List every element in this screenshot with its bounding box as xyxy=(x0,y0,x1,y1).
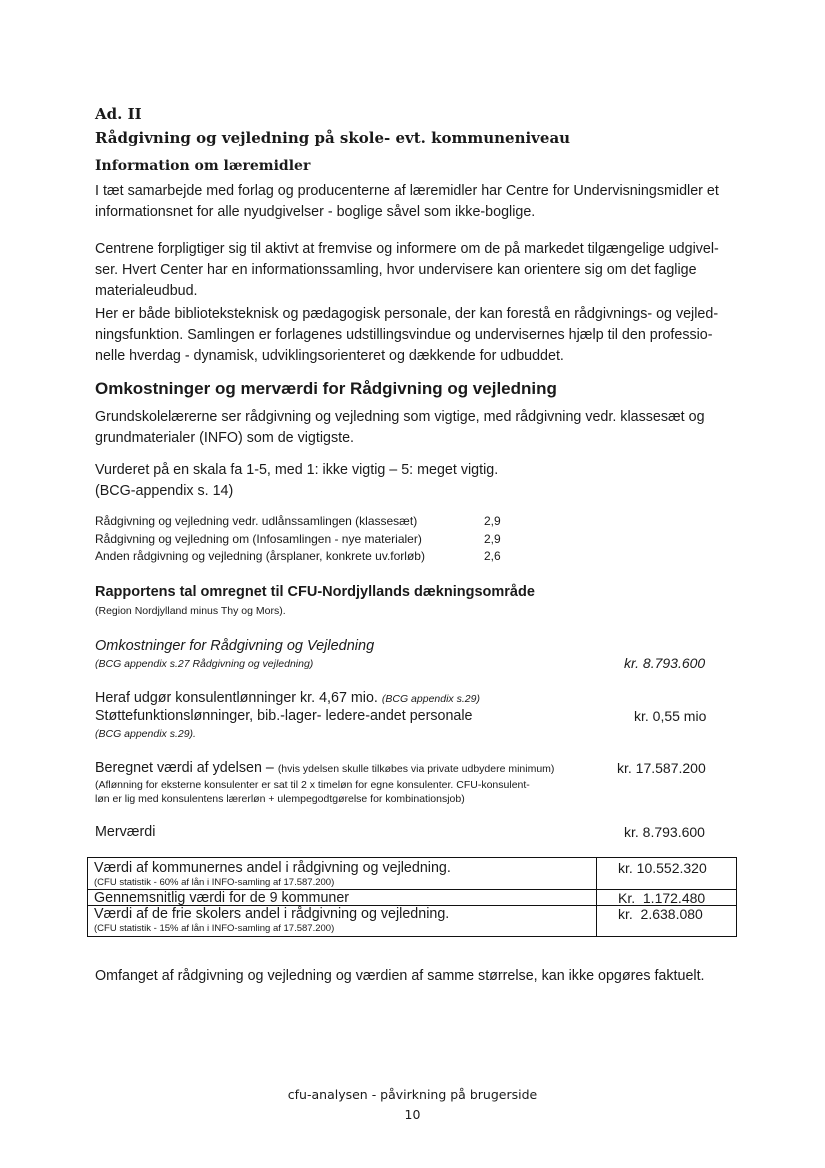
remuneration-note: (Aflønning for eksterne konsulenter er sat til 2 x timeløn for egne konsulenter. CFU-konsulent- xyxy=(95,779,530,791)
consultant-salaries-text: Heraf udgør konsulentlønninger kr. 4,67 mio. xyxy=(95,690,378,706)
costs-source: (BCG appendix s.27 Rådgivning og vejledning) xyxy=(95,658,314,670)
support-salaries-amount: kr. 0,55 mio xyxy=(634,708,707,724)
table-row-note: (CFU statistik - 60% af lån i INFO-samling af 17.587.200) xyxy=(94,877,335,888)
support-salaries-source: (BCG appendix s.29). xyxy=(95,728,196,740)
table-row-label: Gennemsnitlig værdi for de 9 kommuner xyxy=(94,890,350,906)
added-value-label: Merværdi xyxy=(95,824,156,840)
section-number: Ad. II xyxy=(95,105,142,123)
text-line: Grundskolelærerne ser rådgivning og vejledning som vigtige, med rådgivning vedr. klassesæt og xyxy=(95,409,705,425)
table-row-amount: Kr. 1.172.480 xyxy=(618,890,706,906)
remuneration-note: løn er lig med konsulentens lærerløn + ulempegodtgørelse for kombinationsjob) xyxy=(95,793,465,805)
text-line: Centrene forpligtiger sig til aktivt at fremvise og informere om de på markedet tilgængelige udgivel- xyxy=(95,241,719,257)
rating-value: 2,6 xyxy=(484,549,501,563)
report-title: Rapportens tal omregnet til CFU-Nordjyllands dækningsområde xyxy=(95,584,535,600)
rating-value: 2,9 xyxy=(484,514,501,528)
support-salaries: Støttefunktionslønninger, bib.-lager- ledere-andet personale xyxy=(95,708,473,724)
rating-label: Rådgivning og vejledning vedr. udlånssamlingen (klassesæt) xyxy=(95,514,418,528)
added-value-amount: kr. 8.793.600 xyxy=(624,824,705,840)
table-row-label: Værdi af kommunernes andel i rådgivning og vejledning. xyxy=(94,860,451,876)
report-region: (Region Nordjylland minus Thy og Mors). xyxy=(95,605,286,617)
text-line: ningsfunktion. Samlingen er forlagenes udstillingsvindue og undervisernes hjælp til den professio- xyxy=(95,327,713,343)
calculated-value-amount: kr. 17.587.200 xyxy=(617,760,706,776)
paragraph-1 xyxy=(95,181,735,223)
text-line: materialeudbud. xyxy=(95,283,198,299)
table-row-amount: kr. 2.638.080 xyxy=(618,906,703,922)
conclusion-text: Omfanget af rådgivning og vejledning og værdien af samme størrelse, kan ikke opgøres faktuelt. xyxy=(95,968,705,984)
table-row-label: Værdi af de frie skolers andel i rådgivning og vejledning. xyxy=(94,906,450,922)
section-heading: Rådgivning og vejledning på skole- evt. kommuneniveau xyxy=(95,129,571,147)
calculated-value xyxy=(95,760,554,776)
text-line: Vurderet på en skala fa 1-5, med 1: ikke vigtig – 5: meget vigtig. xyxy=(95,462,499,478)
footer-title: cfu-analysen - påvirkning på brugerside xyxy=(287,1087,538,1102)
table-row-amount: kr. 10.552.320 xyxy=(618,860,707,876)
text-line: grundmaterialer (INFO) som de vigtigste. xyxy=(95,430,355,446)
text-line: ser. Hvert Center har en informationssamling, hvor undervisere kan orientere sig om det faglige xyxy=(95,262,697,278)
calculated-value-text: Beregnet værdi af ydelsen – xyxy=(95,760,274,776)
calculated-value-note: (hvis ydelsen skulle tilkøbes via private udbydere minimum) xyxy=(277,763,555,775)
text-line: (BCG-appendix s. 14) xyxy=(95,483,234,499)
page-number: 10 xyxy=(404,1107,421,1122)
rating-label: Rådgivning og vejledning om (Infosamlingen - nye materialer) xyxy=(95,532,422,546)
paragraph-2 xyxy=(95,239,735,302)
subsection-heading: Information om læremidler xyxy=(95,158,311,174)
text-line: Her er både biblioteksteknisk og pædagogisk personale, der kan forestå en rådgivnings- og vejled- xyxy=(95,306,719,322)
consultant-salaries-source: (BCG appendix s.29) xyxy=(381,693,480,705)
costs-title: Omkostninger for Rådgivning og Vejledning xyxy=(95,638,375,654)
scale-description xyxy=(95,460,735,502)
rating-value: 2,9 xyxy=(484,532,501,546)
text-line: I tæt samarbejde med forlag og producenterne af læremidler har Centre for Undervisningsmidler et xyxy=(95,183,719,199)
paragraph-3 xyxy=(95,304,735,367)
table-divider xyxy=(596,858,597,936)
rating-label: Anden rådgivning og vejledning (årsplaner, konkrete uv.forløb) xyxy=(95,549,425,563)
section-title: Omkostninger og merværdi for Rådgivning og vejledning xyxy=(95,379,557,398)
value-table xyxy=(87,857,737,937)
costs-amount: kr. 8.793.600 xyxy=(624,655,706,671)
table-row-note: (CFU statistik - 15% af lån i INFO-samling af 17.587.200) xyxy=(94,923,335,934)
text-line: informationsnet for alle nyudgivelser - boglige såvel som ikke-boglige. xyxy=(95,204,536,220)
section-intro xyxy=(95,407,735,449)
text-line: nelle hverdag - dynamisk, udviklingsorienteret og dækkende for udbuddet. xyxy=(95,348,564,364)
consultant-salaries xyxy=(95,690,480,706)
